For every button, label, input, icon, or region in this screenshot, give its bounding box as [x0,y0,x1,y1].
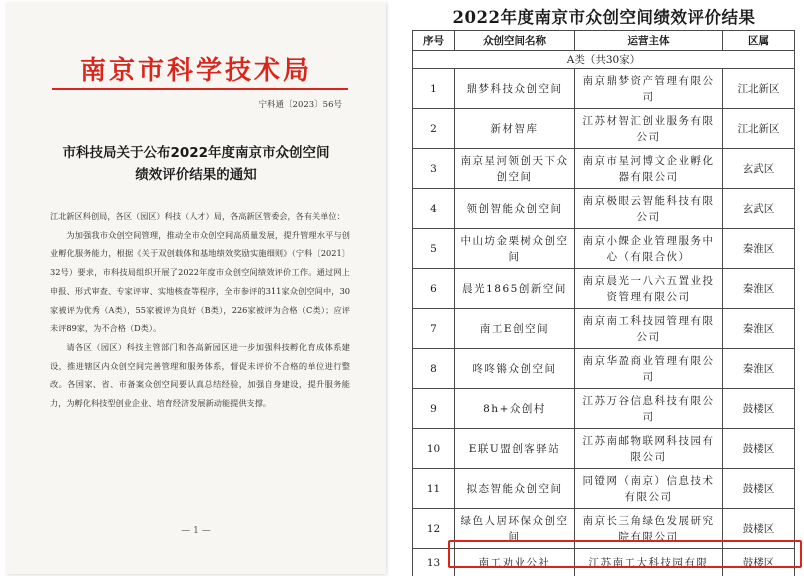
row-number: 1 [413,69,455,109]
results-table [412,30,795,576]
results-title: 2022年度南京市众创空间绩效评价结果 [452,8,756,27]
row-district: 鼓楼区 [723,469,795,509]
results-page [404,0,804,576]
row-district: 秦淮区 [723,309,795,349]
row-district: 江北新区 [723,69,795,109]
row-operator: 南京市星河博文企业孵化器有限公司 [575,149,723,189]
notice-paragraph-2: 请各区（园区）科技主管部门和各高新园区进一步加强科技孵化育成体系建设，推进辖区内众创空间完善管理和服务体系，督促未评价不合格的单位进行整改。各国家、省、市备案众创空间要认真总结经验，加强自身建设，提升服务能力，为孵化科技型创业企业、培育经济发展新动能提供支撑。 [50,341,350,409]
table-row [413,429,795,469]
row-operator: 南京极眼云智能科技有限公司 [575,189,723,229]
row-space-name: 南工劝业公社 [455,549,575,576]
row-number: 7 [413,309,455,349]
row-operator: 同镫网（南京）信息技术有限公司 [575,469,723,509]
notice-salutation: 江北新区科创局，各区（园区）科技（人才）局，各高新区管委会，各有关单位： [50,211,345,221]
red-header-rule [52,88,348,90]
row-number: 11 [413,469,455,509]
row-operator: 南京南工科技园管理有限公司 [575,309,723,349]
row-number: 9 [413,389,455,429]
row-space-name: 领创智能众创空间 [455,189,575,229]
table-header-row [413,31,795,51]
issuing-bureau: 南京市科学技术局 [79,56,312,86]
table-row [413,469,795,509]
header-operator: 运营主体 [575,31,723,51]
row-number: 6 [413,269,455,309]
row-district: 江北新区 [723,109,795,149]
row-space-name: E联U盟创客驿站 [455,429,575,469]
row-district: 秦淮区 [723,269,795,309]
table-row [413,149,795,189]
notice-title-line-1: 市科技局关于公布2022年度南京市众创空间 [62,145,330,161]
table-row [413,189,795,229]
row-district: 玄武区 [723,149,795,189]
table-row [413,389,795,429]
notice-title-line-2: 绩效评价结果的通知 [135,167,257,183]
results-body [413,51,795,576]
row-district: 鼓楼区 [723,389,795,429]
row-space-name: 鼎梦科技众创空间 [455,69,575,109]
row-space-name: 南京星河领创天下众创空间 [455,149,575,189]
row-number: 5 [413,229,455,269]
table-row [413,109,795,149]
row-space-name: 中山坊金栗树众创空间 [455,229,575,269]
row-operator: 江苏南工大科技园有限 [575,549,723,576]
header-district: 区属 [723,31,795,51]
row-operator: 江苏材智汇创业服务有限公司 [575,109,723,149]
row-number: 2 [413,109,455,149]
notice-title [36,142,356,186]
row-space-name: 8h+众创村 [455,389,575,429]
table-row [413,349,795,389]
notice-paragraph-1: 为加强我市众创空间管理，推动全市众创空间高质量发展，提升管理水平与创业孵化服务能力，根据《关于双创载体和基地绩效奖励实施细则》（宁科〔2021〕32号）要求，市科技局组织开展了2022年度市众创空间绩效评价工作。通过网上申报、形式审查、专家评审、实地核查等程序，全市参评的311家众创空间中，30家被评为优秀（A类），55家被评为良好（B类），226家被评为合格（C类）；应评未评89家，为不合格（D类）。 [50,229,350,334]
row-number: 12 [413,509,455,549]
row-number: 8 [413,349,455,389]
header-space-name: 众创空间名称 [455,31,575,51]
row-district: 秦淮区 [723,229,795,269]
row-number: 3 [413,149,455,189]
row-number: 4 [413,189,455,229]
row-district: 玄武区 [723,189,795,229]
row-district: 鼓楼区 [723,509,795,549]
row-operator: 江苏南邮物联网科技园有限公司 [575,429,723,469]
row-operator: 南京鼎梦资产管理有限公司 [575,69,723,109]
table-row [413,229,795,269]
row-district: 鼓楼区 [723,429,795,469]
row-space-name: 晨光1865创新空间 [455,269,575,309]
row-number: 10 [413,429,455,469]
table-row [413,549,795,576]
row-space-name: 绿色人居环保众创空间 [455,509,575,549]
row-space-name: 南工E创空间 [455,309,575,349]
row-district: 鼓楼区 [723,549,795,576]
group-row-a [413,51,795,69]
table-row [413,69,795,109]
header-no: 序号 [413,31,455,51]
row-space-name: 咚咚锵众创空间 [455,349,575,389]
row-operator: 南京长三角绿色发展研究院有限公司 [575,509,723,549]
table-row [413,309,795,349]
row-number: 13 [413,549,455,576]
row-district: 秦淮区 [723,349,795,389]
notice-body [50,207,350,413]
document-number: 宁科通〔2023〕56号 [258,100,342,110]
page-number: — 1 — [181,526,211,536]
row-operator: 南京华盈商业管理有限公司 [575,349,723,389]
table-row [413,509,795,549]
row-space-name: 新材智库 [455,109,575,149]
row-operator: 南京晨光一八六五置业投资管理有限公司 [575,269,723,309]
group-label: A类（共30家） [413,51,795,69]
notice-page [6,2,386,574]
row-space-name: 拟态智能众创空间 [455,469,575,509]
row-operator: 江苏万谷信息科技有限公司 [575,389,723,429]
table-row [413,269,795,309]
row-operator: 南京小餜企业管理服务中心（有限合伙） [575,229,723,269]
